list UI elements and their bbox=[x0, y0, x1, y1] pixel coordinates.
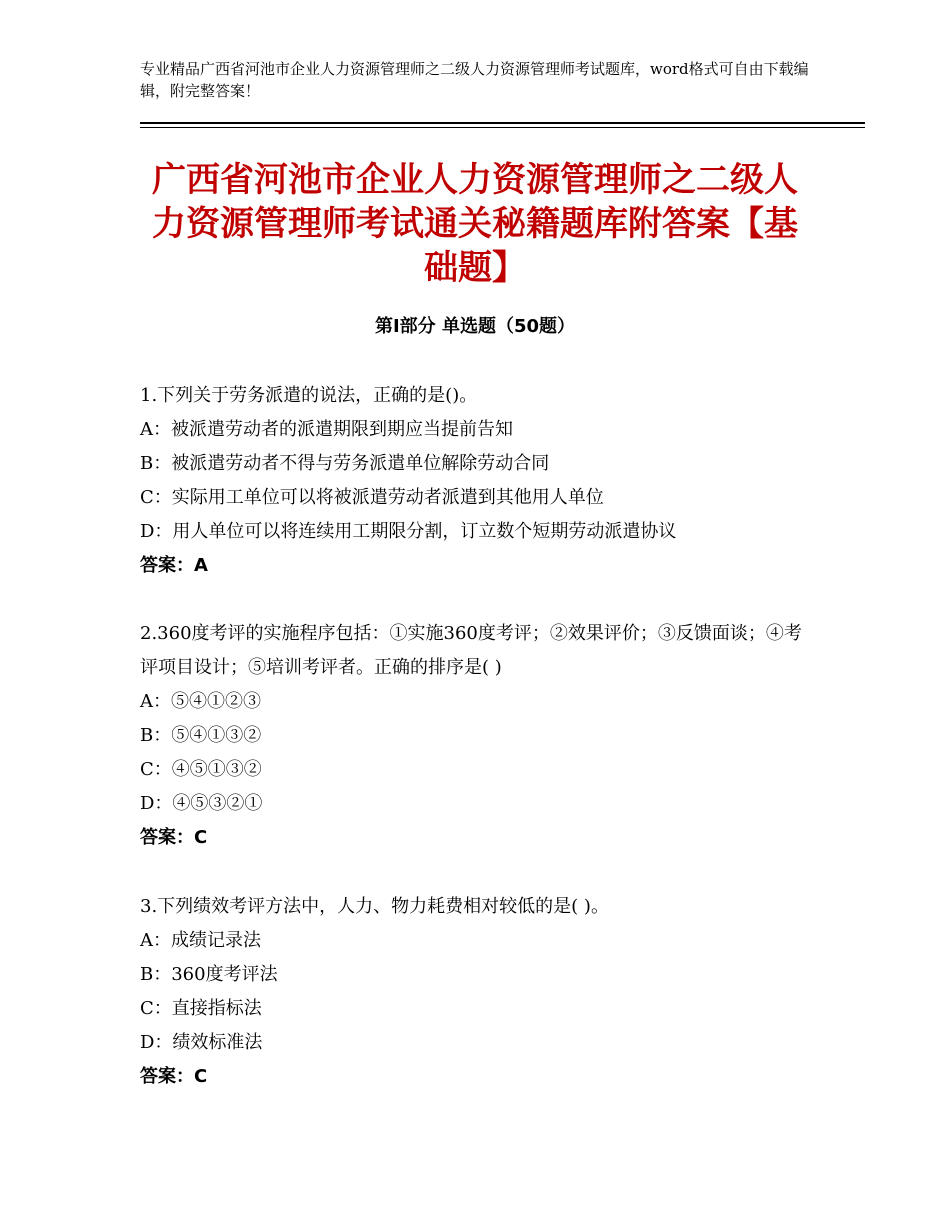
question-stem: 2.360度考评的实施程序包括：①实施360度考评；②效果评价；③反馈面谈；④考评项目设计；⑤培训考评者。正确的排序是( ) bbox=[140, 623, 802, 678]
option-d: D：④⑤③②① bbox=[140, 793, 263, 814]
option-d: D：绩效标准法 bbox=[140, 1032, 263, 1053]
answer: 答案：C bbox=[140, 1066, 208, 1087]
header-rule-thick bbox=[140, 122, 865, 124]
header-note: 专业精品广西省河池市企业人力资源管理师之二级人力资源管理师考试题库，word格式可自由下载编辑，附完整答案！ bbox=[140, 60, 809, 100]
option-a: A：⑤④①②③ bbox=[140, 691, 261, 712]
question-3 bbox=[140, 890, 815, 1094]
header-rule-thin bbox=[140, 127, 865, 128]
option-a: A：成绩记录法 bbox=[140, 930, 261, 951]
section-title: 第Ⅰ部分 单选题（50题） bbox=[374, 316, 575, 337]
option-b: B：被派遣劳动者不得与劳务派遣单位解除劳动合同 bbox=[140, 453, 550, 474]
option-d: D：用人单位可以将连续用工期限分割，订立数个短期劳动派遣协议 bbox=[140, 521, 677, 542]
option-b: B：360度考评法 bbox=[140, 964, 278, 985]
question-2 bbox=[140, 617, 815, 855]
option-b: B：⑤④①③② bbox=[140, 725, 262, 746]
answer: 答案：C bbox=[140, 827, 208, 848]
option-a: A：被派遣劳动者的派遣期限到期应当提前告知 bbox=[140, 419, 513, 440]
option-c: C：实际用工单位可以将被派遣劳动者派遣到其他用人单位 bbox=[140, 487, 604, 508]
question-stem: 3.下列绩效考评方法中，人力、物力耗费相对较低的是( )。 bbox=[140, 896, 609, 917]
option-c: C：④⑤①③② bbox=[140, 759, 262, 780]
option-c: C：直接指标法 bbox=[140, 998, 262, 1019]
document-title: 广西省河池市企业人力资源管理师之二级人力资源管理师考试通关秘籍题库附答案【基础题】 bbox=[152, 160, 798, 288]
question-1 bbox=[140, 379, 815, 583]
answer: 答案：A bbox=[140, 555, 208, 576]
question-stem: 1.下列关于劳务派遣的说法，正确的是()。 bbox=[140, 385, 478, 406]
